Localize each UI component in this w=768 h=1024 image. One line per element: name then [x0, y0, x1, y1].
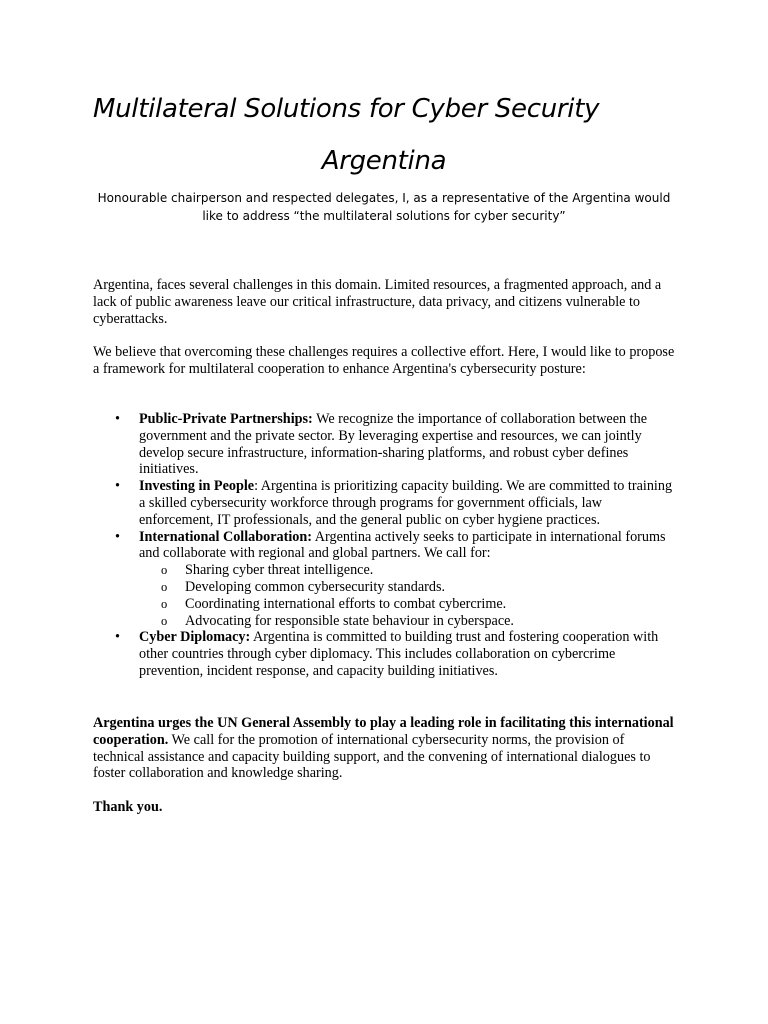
intro-paragraph: Honourable chairperson and respected delegates, I, as a representative of the Argentina would like to address “the multilateral solutions for cyber security” [97, 191, 671, 223]
document-subtitle: Argentina [321, 146, 447, 176]
closing-paragraph [93, 715, 675, 782]
list-item-heading: Cyber Diplomacy: [139, 629, 251, 646]
list-item-heading: Investing in People [139, 478, 255, 495]
sub-list-item: o Developing common cybersecurity standards. [139, 579, 675, 596]
challenges-paragraph: Argentina, faces several challenges in this domain. Limited resources, a fragmented approach, and a lack of public awareness leave our critical infrastructure, data privacy, and citizens vulnerable to cyberattacks. [93, 277, 662, 327]
sub-list-item: o Sharing cyber threat intelligence. [139, 562, 675, 579]
sub-list [139, 562, 675, 629]
list-item-text: We recognize the importance of collaboration between the government and the private sector. By leveraging expertise and resources, we can jointly develop secure infrastructure, information-sharing platforms, and robust cyber defines initiatives. [139, 411, 648, 478]
list-item-text: Argentina is committed to building trust and fostering cooperation with other countries through cyber diplomacy. This includes collaboration on cybercrime prevention, incident response, and capacity building initiatives. [139, 629, 659, 679]
list-item-heading: International Collaboration: [139, 528, 313, 545]
list-item-heading: Public-Private Partnerships: [139, 411, 313, 427]
thanks-line [93, 799, 675, 816]
list-item [93, 478, 675, 528]
document-title: Multilateral Solutions for Cyber Security [93, 94, 600, 124]
sub-list-item: o Advocating for responsible state behaviour in cyberspace. [139, 613, 675, 630]
list-item [93, 529, 675, 630]
sub-list-item: o Coordinating international efforts to combat cybercrime. [139, 596, 675, 613]
framework-list [93, 411, 675, 680]
framework-paragraph: We believe that overcoming these challenges requires a collective effort. Here, I would like to propose a framework for multilateral cooperation to enhance Argentina's cybersecurity posture: [93, 344, 675, 377]
closing-text: We call for the promotion of international cybersecurity norms, the provision of technical assistance and capacity building support, and the convening of international dialogues to foster collaboration and knowledge sharing. [93, 731, 651, 782]
list-item-text: Argentina actively seeks to participate in international forums and collaborate with regional and global partners. We call for: [139, 528, 666, 562]
thanks-text: Thank you. [93, 799, 163, 815]
closing-bold-text: Argentina urges the UN General Assembly to play a leading role in facilitating this international cooperation. [93, 715, 674, 748]
list-item-text: : Argentina is prioritizing capacity building. We are committed to training a skilled cybersecurity workforce through programs for government officials, law enforcement, IT professionals, and the general public on cyber hygiene practices. [139, 478, 673, 528]
list-item [93, 629, 675, 679]
list-item [93, 411, 675, 478]
